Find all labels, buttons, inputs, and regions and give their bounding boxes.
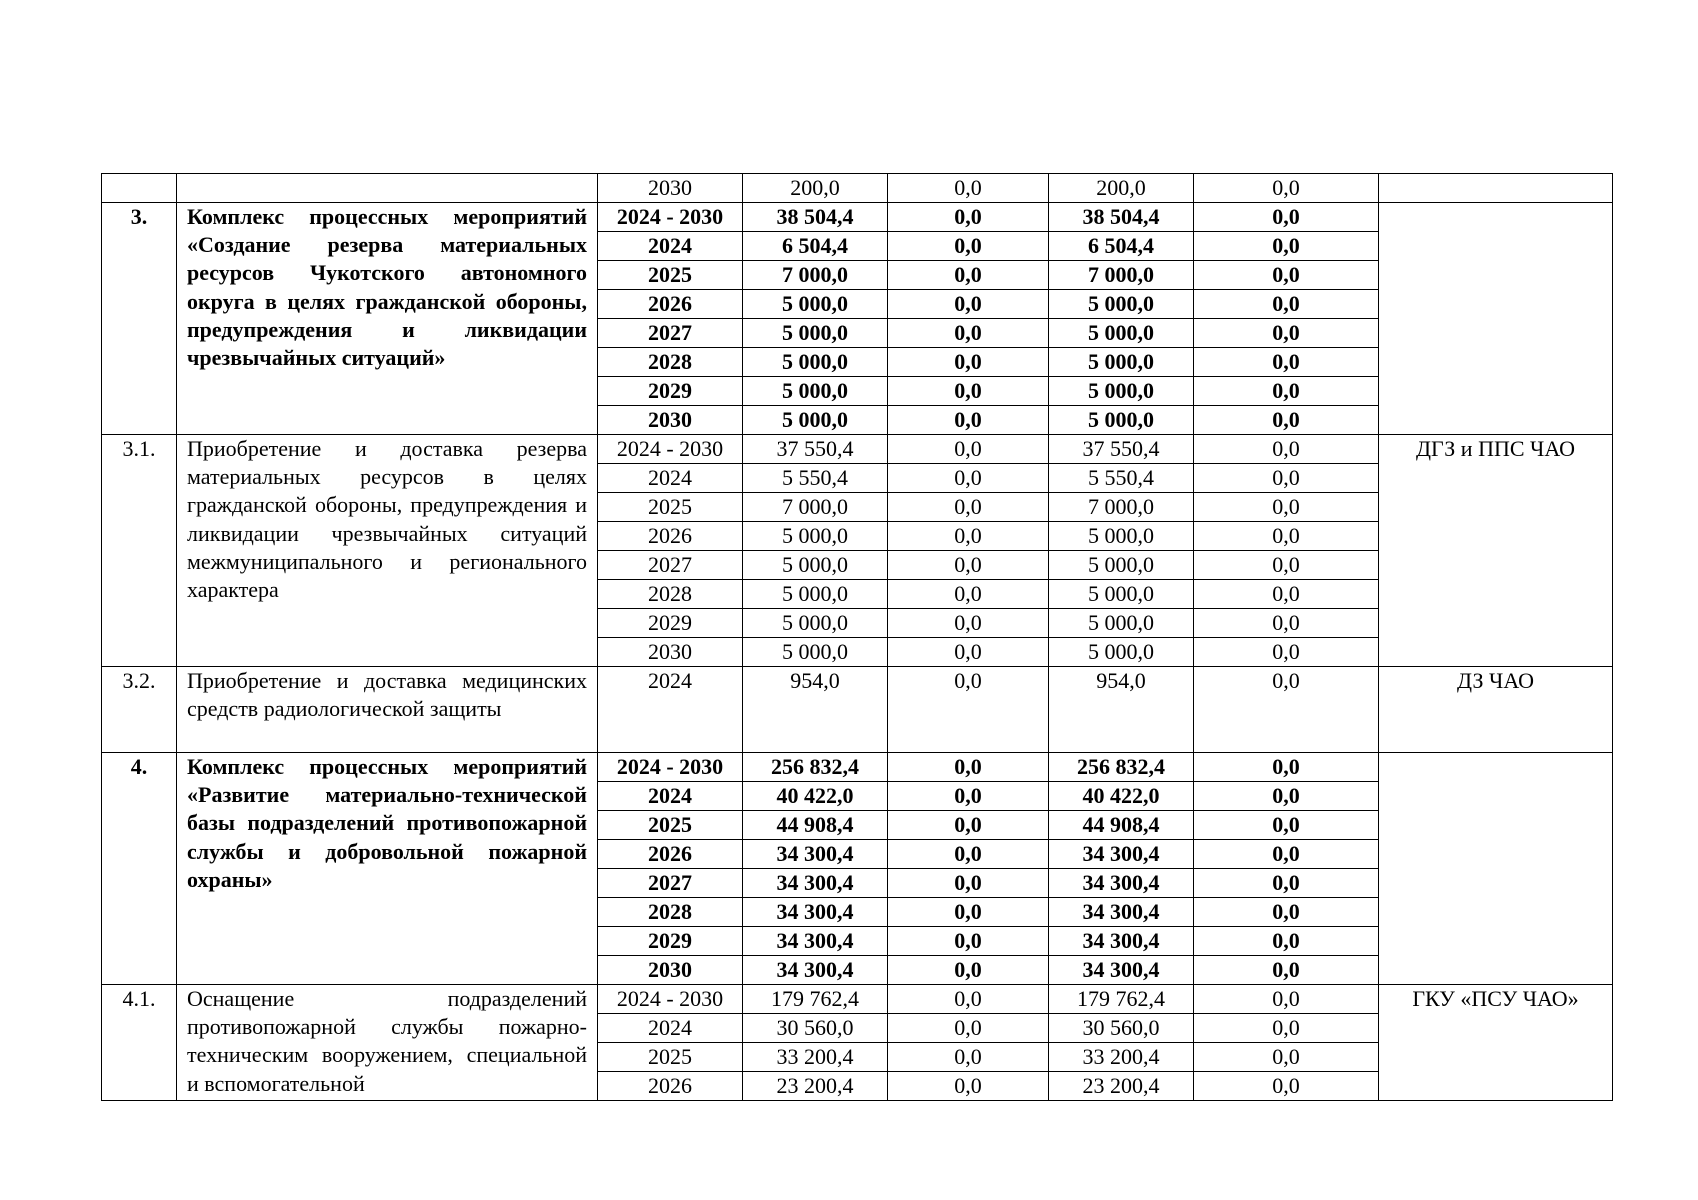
total-cell: 5 550,4 bbox=[743, 464, 888, 493]
regional-budget-cell: 44 908,4 bbox=[1049, 811, 1194, 840]
year-cell: 2024 - 2030 bbox=[598, 203, 743, 232]
federal-budget-cell: 0,0 bbox=[888, 174, 1049, 203]
total-cell: 34 300,4 bbox=[743, 898, 888, 927]
item-title: Оснащение подразделений противопожарной службы пожарно-техническим вооружением, специальной и вспомогательной bbox=[177, 985, 598, 1101]
regional-budget-cell: 5 000,0 bbox=[1049, 522, 1194, 551]
responsible-executor: ДГЗ и ППС ЧАО bbox=[1379, 435, 1613, 667]
total-cell: 33 200,4 bbox=[743, 1043, 888, 1072]
regional-budget-cell: 5 000,0 bbox=[1049, 377, 1194, 406]
regional-budget-cell: 37 550,4 bbox=[1049, 435, 1194, 464]
regional-budget-cell: 5 000,0 bbox=[1049, 609, 1194, 638]
regional-budget-cell: 5 550,4 bbox=[1049, 464, 1194, 493]
federal-budget-cell: 0,0 bbox=[888, 435, 1049, 464]
other-sources-cell: 0,0 bbox=[1194, 985, 1379, 1014]
federal-budget-cell: 0,0 bbox=[888, 232, 1049, 261]
regional-budget-cell: 34 300,4 bbox=[1049, 898, 1194, 927]
other-sources-cell: 0,0 bbox=[1194, 348, 1379, 377]
regional-budget-cell: 34 300,4 bbox=[1049, 927, 1194, 956]
regional-budget-cell: 179 762,4 bbox=[1049, 985, 1194, 1014]
item-title: Комплекс процессных мероприятий «Развитие материально-технической базы подразделений противопожарной службы и добровольной пожарной охраны» bbox=[177, 753, 598, 985]
total-cell: 7 000,0 bbox=[743, 261, 888, 290]
year-cell: 2029 bbox=[598, 609, 743, 638]
year-cell: 2029 bbox=[598, 927, 743, 956]
federal-budget-cell: 0,0 bbox=[888, 840, 1049, 869]
federal-budget-cell: 0,0 bbox=[888, 927, 1049, 956]
federal-budget-cell: 0,0 bbox=[888, 319, 1049, 348]
item-title: Комплекс процессных мероприятий «Создание резерва материальных ресурсов Чукотского автономного округа в целях гражданской обороны, предупреждения и ликвидации чрезвычайных ситуаций» bbox=[177, 203, 598, 435]
other-sources-cell: 0,0 bbox=[1194, 319, 1379, 348]
other-sources-cell: 0,0 bbox=[1194, 406, 1379, 435]
total-cell: 954,0 bbox=[743, 667, 888, 753]
regional-budget-cell: 34 300,4 bbox=[1049, 840, 1194, 869]
federal-budget-cell: 0,0 bbox=[888, 956, 1049, 985]
total-cell: 5 000,0 bbox=[743, 319, 888, 348]
other-sources-cell: 0,0 bbox=[1194, 898, 1379, 927]
regional-budget-cell: 5 000,0 bbox=[1049, 290, 1194, 319]
table-row bbox=[102, 753, 1613, 782]
federal-budget-cell: 0,0 bbox=[888, 203, 1049, 232]
regional-budget-cell: 34 300,4 bbox=[1049, 956, 1194, 985]
year-cell: 2028 bbox=[598, 898, 743, 927]
year-cell: 2024 bbox=[598, 782, 743, 811]
item-title: Приобретение и доставка медицинских средств радиологической защиты bbox=[177, 667, 598, 753]
other-sources-cell: 0,0 bbox=[1194, 869, 1379, 898]
year-cell: 2026 bbox=[598, 290, 743, 319]
item-number bbox=[102, 174, 177, 203]
total-cell: 34 300,4 bbox=[743, 840, 888, 869]
regional-budget-cell: 5 000,0 bbox=[1049, 551, 1194, 580]
other-sources-cell: 0,0 bbox=[1194, 956, 1379, 985]
total-cell: 5 000,0 bbox=[743, 348, 888, 377]
other-sources-cell: 0,0 bbox=[1194, 1014, 1379, 1043]
table-row bbox=[102, 174, 1613, 203]
total-cell: 34 300,4 bbox=[743, 927, 888, 956]
federal-budget-cell: 0,0 bbox=[888, 1072, 1049, 1101]
total-cell: 44 908,4 bbox=[743, 811, 888, 840]
year-cell: 2025 bbox=[598, 1043, 743, 1072]
other-sources-cell: 0,0 bbox=[1194, 464, 1379, 493]
table-body bbox=[102, 174, 1613, 1101]
regional-budget-cell: 5 000,0 bbox=[1049, 638, 1194, 667]
total-cell: 5 000,0 bbox=[743, 290, 888, 319]
item-number: 3.2. bbox=[102, 667, 177, 753]
other-sources-cell: 0,0 bbox=[1194, 377, 1379, 406]
year-cell: 2024 - 2030 bbox=[598, 985, 743, 1014]
item-number: 3.1. bbox=[102, 435, 177, 667]
other-sources-cell: 0,0 bbox=[1194, 811, 1379, 840]
year-cell: 2026 bbox=[598, 1072, 743, 1101]
regional-budget-cell: 23 200,4 bbox=[1049, 1072, 1194, 1101]
year-cell: 2030 bbox=[598, 406, 743, 435]
total-cell: 5 000,0 bbox=[743, 377, 888, 406]
total-cell: 256 832,4 bbox=[743, 753, 888, 782]
year-cell: 2025 bbox=[598, 493, 743, 522]
total-cell: 5 000,0 bbox=[743, 551, 888, 580]
year-cell: 2027 bbox=[598, 869, 743, 898]
year-cell: 2026 bbox=[598, 840, 743, 869]
federal-budget-cell: 0,0 bbox=[888, 1043, 1049, 1072]
other-sources-cell: 0,0 bbox=[1194, 493, 1379, 522]
other-sources-cell: 0,0 bbox=[1194, 609, 1379, 638]
other-sources-cell: 0,0 bbox=[1194, 1072, 1379, 1101]
regional-budget-cell: 34 300,4 bbox=[1049, 869, 1194, 898]
year-cell: 2030 bbox=[598, 956, 743, 985]
year-cell: 2024 bbox=[598, 1014, 743, 1043]
other-sources-cell: 0,0 bbox=[1194, 203, 1379, 232]
total-cell: 179 762,4 bbox=[743, 985, 888, 1014]
table-row bbox=[102, 985, 1613, 1014]
federal-budget-cell: 0,0 bbox=[888, 609, 1049, 638]
other-sources-cell: 0,0 bbox=[1194, 261, 1379, 290]
other-sources-cell: 0,0 bbox=[1194, 927, 1379, 956]
regional-budget-cell: 5 000,0 bbox=[1049, 580, 1194, 609]
other-sources-cell: 0,0 bbox=[1194, 667, 1379, 753]
federal-budget-cell: 0,0 bbox=[888, 811, 1049, 840]
regional-budget-cell: 6 504,4 bbox=[1049, 232, 1194, 261]
total-cell: 5 000,0 bbox=[743, 522, 888, 551]
regional-budget-cell: 200,0 bbox=[1049, 174, 1194, 203]
regional-budget-cell: 30 560,0 bbox=[1049, 1014, 1194, 1043]
year-cell: 2025 bbox=[598, 261, 743, 290]
other-sources-cell: 0,0 bbox=[1194, 638, 1379, 667]
year-cell: 2024 bbox=[598, 232, 743, 261]
year-cell: 2024 - 2030 bbox=[598, 753, 743, 782]
item-number: 4. bbox=[102, 753, 177, 985]
year-cell: 2028 bbox=[598, 348, 743, 377]
regional-budget-cell: 5 000,0 bbox=[1049, 348, 1194, 377]
total-cell: 23 200,4 bbox=[743, 1072, 888, 1101]
total-cell: 40 422,0 bbox=[743, 782, 888, 811]
total-cell: 5 000,0 bbox=[743, 580, 888, 609]
item-number: 4.1. bbox=[102, 985, 177, 1101]
federal-budget-cell: 0,0 bbox=[888, 377, 1049, 406]
federal-budget-cell: 0,0 bbox=[888, 261, 1049, 290]
total-cell: 30 560,0 bbox=[743, 1014, 888, 1043]
year-cell: 2030 bbox=[598, 174, 743, 203]
regional-budget-cell: 7 000,0 bbox=[1049, 261, 1194, 290]
federal-budget-cell: 0,0 bbox=[888, 898, 1049, 927]
other-sources-cell: 0,0 bbox=[1194, 1043, 1379, 1072]
regional-budget-cell: 5 000,0 bbox=[1049, 319, 1194, 348]
regional-budget-cell: 954,0 bbox=[1049, 667, 1194, 753]
other-sources-cell: 0,0 bbox=[1194, 840, 1379, 869]
regional-budget-cell: 256 832,4 bbox=[1049, 753, 1194, 782]
federal-budget-cell: 0,0 bbox=[888, 493, 1049, 522]
other-sources-cell: 0,0 bbox=[1194, 753, 1379, 782]
other-sources-cell: 0,0 bbox=[1194, 435, 1379, 464]
financing-table bbox=[101, 173, 1613, 1101]
regional-budget-cell: 33 200,4 bbox=[1049, 1043, 1194, 1072]
federal-budget-cell: 0,0 bbox=[888, 753, 1049, 782]
other-sources-cell: 0,0 bbox=[1194, 580, 1379, 609]
federal-budget-cell: 0,0 bbox=[888, 522, 1049, 551]
other-sources-cell: 0,0 bbox=[1194, 174, 1379, 203]
total-cell: 5 000,0 bbox=[743, 638, 888, 667]
regional-budget-cell: 5 000,0 bbox=[1049, 406, 1194, 435]
other-sources-cell: 0,0 bbox=[1194, 522, 1379, 551]
year-cell: 2024 bbox=[598, 667, 743, 753]
federal-budget-cell: 0,0 bbox=[888, 406, 1049, 435]
federal-budget-cell: 0,0 bbox=[888, 782, 1049, 811]
federal-budget-cell: 0,0 bbox=[888, 667, 1049, 753]
federal-budget-cell: 0,0 bbox=[888, 638, 1049, 667]
responsible-executor bbox=[1379, 753, 1613, 985]
regional-budget-cell: 40 422,0 bbox=[1049, 782, 1194, 811]
responsible-executor: ДЗ ЧАО bbox=[1379, 667, 1613, 753]
table-row bbox=[102, 203, 1613, 232]
total-cell: 34 300,4 bbox=[743, 869, 888, 898]
item-number: 3. bbox=[102, 203, 177, 435]
year-cell: 2026 bbox=[598, 522, 743, 551]
total-cell: 38 504,4 bbox=[743, 203, 888, 232]
year-cell: 2029 bbox=[598, 377, 743, 406]
year-cell: 2024 bbox=[598, 464, 743, 493]
item-title bbox=[177, 174, 598, 203]
total-cell: 5 000,0 bbox=[743, 406, 888, 435]
item-title: Приобретение и доставка резерва материальных ресурсов в целях гражданской обороны, предупреждения и ликвидации чрезвычайных ситуаций межмуниципального и регионального характера bbox=[177, 435, 598, 667]
total-cell: 6 504,4 bbox=[743, 232, 888, 261]
total-cell: 34 300,4 bbox=[743, 956, 888, 985]
year-cell: 2030 bbox=[598, 638, 743, 667]
federal-budget-cell: 0,0 bbox=[888, 985, 1049, 1014]
year-cell: 2024 - 2030 bbox=[598, 435, 743, 464]
total-cell: 5 000,0 bbox=[743, 609, 888, 638]
year-cell: 2027 bbox=[598, 551, 743, 580]
federal-budget-cell: 0,0 bbox=[888, 464, 1049, 493]
federal-budget-cell: 0,0 bbox=[888, 869, 1049, 898]
other-sources-cell: 0,0 bbox=[1194, 551, 1379, 580]
total-cell: 200,0 bbox=[743, 174, 888, 203]
responsible-executor bbox=[1379, 174, 1613, 203]
other-sources-cell: 0,0 bbox=[1194, 782, 1379, 811]
responsible-executor bbox=[1379, 203, 1613, 435]
responsible-executor: ГКУ «ПСУ ЧАО» bbox=[1379, 985, 1613, 1101]
table-row bbox=[102, 667, 1613, 753]
total-cell: 37 550,4 bbox=[743, 435, 888, 464]
year-cell: 2028 bbox=[598, 580, 743, 609]
regional-budget-cell: 7 000,0 bbox=[1049, 493, 1194, 522]
year-cell: 2025 bbox=[598, 811, 743, 840]
other-sources-cell: 0,0 bbox=[1194, 232, 1379, 261]
year-cell: 2027 bbox=[598, 319, 743, 348]
federal-budget-cell: 0,0 bbox=[888, 348, 1049, 377]
table-row bbox=[102, 435, 1613, 464]
total-cell: 7 000,0 bbox=[743, 493, 888, 522]
regional-budget-cell: 38 504,4 bbox=[1049, 203, 1194, 232]
federal-budget-cell: 0,0 bbox=[888, 290, 1049, 319]
other-sources-cell: 0,0 bbox=[1194, 290, 1379, 319]
federal-budget-cell: 0,0 bbox=[888, 551, 1049, 580]
federal-budget-cell: 0,0 bbox=[888, 580, 1049, 609]
federal-budget-cell: 0,0 bbox=[888, 1014, 1049, 1043]
